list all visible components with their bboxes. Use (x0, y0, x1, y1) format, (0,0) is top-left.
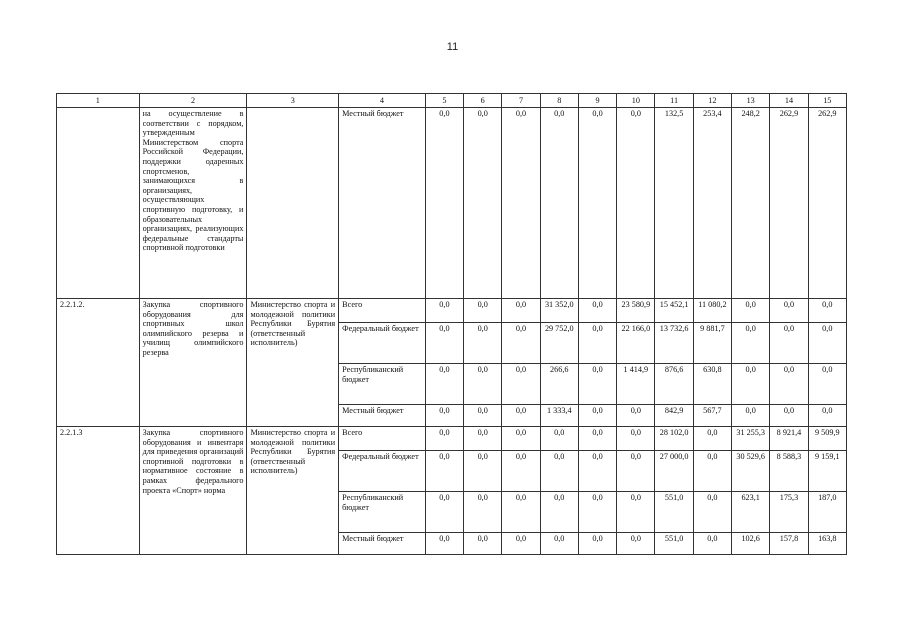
value-cell: 0,0 (502, 108, 540, 299)
value-cell: 11 080,2 (693, 299, 731, 323)
value-cell: 0,0 (425, 533, 463, 555)
value-cell: 163,8 (808, 533, 846, 555)
value-cell: 0,0 (808, 364, 846, 405)
value-cell: 0,0 (464, 405, 502, 427)
value-cell: 1 333,4 (540, 405, 578, 427)
funding-source: Местный бюджет (339, 108, 426, 299)
value-cell: 842,9 (655, 405, 693, 427)
value-cell: 0,0 (578, 299, 616, 323)
value-cell: 132,5 (655, 108, 693, 299)
value-cell: 9 159,1 (808, 451, 846, 492)
value-cell: 175,3 (770, 492, 808, 533)
value-cell: 0,0 (770, 323, 808, 364)
header-cell: 4 (339, 94, 426, 108)
value-cell: 23 580,9 (617, 299, 655, 323)
value-cell: 0,0 (502, 533, 540, 555)
header-row (57, 94, 847, 108)
value-cell: 0,0 (770, 299, 808, 323)
header-cell: 10 (617, 94, 655, 108)
value-cell: 0,0 (464, 108, 502, 299)
value-cell: 157,8 (770, 533, 808, 555)
value-cell: 0,0 (540, 533, 578, 555)
table-row (57, 108, 847, 299)
value-cell: 0,0 (578, 364, 616, 405)
value-cell: 0,0 (425, 427, 463, 451)
header-cell: 2 (139, 94, 247, 108)
budget-table (56, 93, 847, 555)
value-cell: 0,0 (502, 323, 540, 364)
funding-source: Местный бюджет (339, 405, 426, 427)
value-cell: 0,0 (464, 533, 502, 555)
value-cell: 630,8 (693, 364, 731, 405)
value-cell: 31 255,3 (732, 427, 770, 451)
value-cell: 0,0 (770, 364, 808, 405)
value-cell: 0,0 (502, 427, 540, 451)
value-cell: 29 752,0 (540, 323, 578, 364)
funding-source: Всего (339, 427, 426, 451)
value-cell: 0,0 (464, 451, 502, 492)
value-cell: 0,0 (732, 323, 770, 364)
item-description: Закупка спортивного оборудования для спортивных школ олимпийского резерва и училищ олимпийского резерва (139, 299, 247, 427)
header-cell: 13 (732, 94, 770, 108)
value-cell: 31 352,0 (540, 299, 578, 323)
value-cell: 876,6 (655, 364, 693, 405)
value-cell: 9 509,9 (808, 427, 846, 451)
value-cell: 0,0 (425, 451, 463, 492)
value-cell: 0,0 (425, 405, 463, 427)
value-cell: 266,6 (540, 364, 578, 405)
value-cell: 0,0 (578, 533, 616, 555)
value-cell: 0,0 (464, 299, 502, 323)
header-cell: 14 (770, 94, 808, 108)
header-cell: 1 (57, 94, 140, 108)
value-cell: 0,0 (732, 299, 770, 323)
value-cell: 0,0 (502, 299, 540, 323)
value-cell: 262,9 (808, 108, 846, 299)
value-cell: 248,2 (732, 108, 770, 299)
value-cell: 0,0 (693, 533, 731, 555)
page-number: 11 (446, 41, 459, 53)
value-cell: 0,0 (693, 492, 731, 533)
funding-source: Местный бюджет (339, 533, 426, 555)
value-cell: 187,0 (808, 492, 846, 533)
item-description: на осуществление в соответствии с порядком, утвержденным Министерством спорта Российской Федерации, поддержки одаренных спортсменов, занимающихся в организациях, осуществляющих спортивную подготовку, и образовательных организациях, реализующих федеральные стандарты спортивной подготовки (139, 108, 247, 299)
value-cell: 1 414,9 (617, 364, 655, 405)
value-cell: 0,0 (770, 405, 808, 427)
value-cell: 0,0 (502, 364, 540, 405)
value-cell: 0,0 (693, 427, 731, 451)
value-cell: 253,4 (693, 108, 731, 299)
value-cell: 0,0 (578, 323, 616, 364)
value-cell: 0,0 (425, 323, 463, 364)
value-cell: 551,0 (655, 533, 693, 555)
value-cell: 0,0 (425, 108, 463, 299)
header-cell: 7 (502, 94, 540, 108)
item-executor: Министерство спорта и молодежной политики Республики Бурятия (ответственный исполнитель) (247, 427, 339, 555)
value-cell: 0,0 (540, 451, 578, 492)
value-cell: 8 921,4 (770, 427, 808, 451)
funding-source: Федеральный бюджет (339, 451, 426, 492)
value-cell: 551,0 (655, 492, 693, 533)
value-cell: 0,0 (578, 451, 616, 492)
value-cell: 0,0 (464, 492, 502, 533)
value-cell: 0,0 (617, 451, 655, 492)
header-cell: 12 (693, 94, 731, 108)
value-cell: 0,0 (617, 405, 655, 427)
value-cell: 0,0 (617, 108, 655, 299)
value-cell: 0,0 (502, 405, 540, 427)
value-cell: 262,9 (770, 108, 808, 299)
value-cell: 0,0 (425, 364, 463, 405)
funding-source: Республиканский бюджет (339, 364, 426, 405)
value-cell: 0,0 (464, 427, 502, 451)
header-cell: 9 (578, 94, 616, 108)
value-cell: 0,0 (732, 364, 770, 405)
value-cell: 0,0 (617, 492, 655, 533)
value-cell: 0,0 (732, 405, 770, 427)
value-cell: 27 000,0 (655, 451, 693, 492)
value-cell: 0,0 (578, 405, 616, 427)
value-cell: 28 102,0 (655, 427, 693, 451)
value-cell: 0,0 (808, 323, 846, 364)
funding-source: Республиканский бюджет (339, 492, 426, 533)
item-code: 2.2.1.2. (57, 299, 140, 427)
value-cell: 0,0 (578, 427, 616, 451)
value-cell: 9 881,7 (693, 323, 731, 364)
value-cell: 0,0 (808, 405, 846, 427)
value-cell: 0,0 (540, 108, 578, 299)
value-cell: 0,0 (578, 492, 616, 533)
value-cell: 0,0 (502, 492, 540, 533)
value-cell: 0,0 (617, 427, 655, 451)
value-cell: 567,7 (693, 405, 731, 427)
header-cell: 3 (247, 94, 339, 108)
value-cell: 0,0 (617, 533, 655, 555)
item-executor: Министерство спорта и молодежной политики Республики Бурятия (ответственный исполнитель) (247, 299, 339, 427)
table-row (57, 427, 847, 451)
value-cell: 15 452,1 (655, 299, 693, 323)
value-cell: 0,0 (464, 323, 502, 364)
value-cell: 102,6 (732, 533, 770, 555)
value-cell: 8 588,3 (770, 451, 808, 492)
value-cell: 623,1 (732, 492, 770, 533)
item-executor (247, 108, 339, 299)
value-cell: 22 166,0 (617, 323, 655, 364)
value-cell: 0,0 (808, 299, 846, 323)
value-cell: 30 529,6 (732, 451, 770, 492)
value-cell: 13 732,6 (655, 323, 693, 364)
item-code: 2.2.1.3 (57, 427, 140, 555)
header-cell: 11 (655, 94, 693, 108)
table-row (57, 299, 847, 323)
value-cell: 0,0 (502, 451, 540, 492)
header-cell: 6 (464, 94, 502, 108)
funding-source: Всего (339, 299, 426, 323)
item-code (57, 108, 140, 299)
funding-source: Федеральный бюджет (339, 323, 426, 364)
value-cell: 0,0 (693, 451, 731, 492)
value-cell: 0,0 (425, 299, 463, 323)
header-cell: 8 (540, 94, 578, 108)
value-cell: 0,0 (540, 492, 578, 533)
value-cell: 0,0 (464, 364, 502, 405)
header-cell: 15 (808, 94, 846, 108)
value-cell: 0,0 (540, 427, 578, 451)
header-cell: 5 (425, 94, 463, 108)
value-cell: 0,0 (578, 108, 616, 299)
value-cell: 0,0 (425, 492, 463, 533)
item-description: Закупка спортивного оборудования и инвентаря для приведения организаций спортивной подготовки в нормативное состояние в рамках федерального проекта «Спорт» норма (139, 427, 247, 555)
